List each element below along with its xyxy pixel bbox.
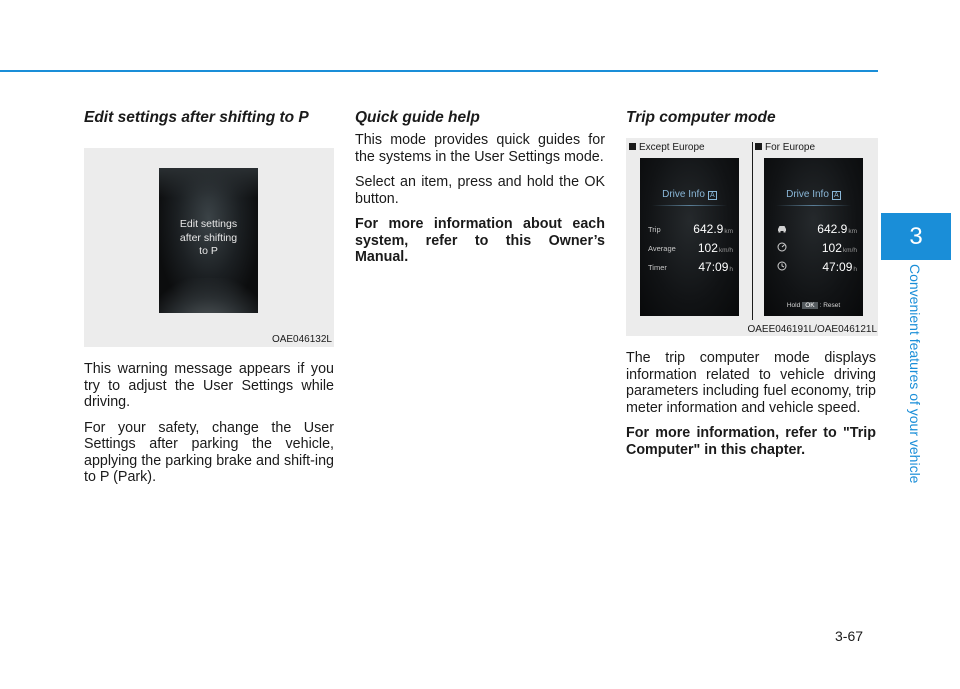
caption-except-europe: Except Europe <box>629 142 705 154</box>
hold-ok-reset-hint: Hold OK : Reset <box>786 302 841 309</box>
figure-code: OAE046132L <box>271 334 332 345</box>
note-paragraph: For more information, refer to "Trip Computer" in this chapter. <box>626 425 876 458</box>
column-edit-settings <box>84 108 334 495</box>
car-icon <box>777 223 787 233</box>
row-timer: Timer 47:09h <box>648 260 733 274</box>
square-bullet-icon <box>629 143 636 150</box>
drive-info-panel-for-europe <box>764 158 863 316</box>
column-quick-guide <box>355 108 605 275</box>
chapter-title: Convenient features of your vehicle <box>907 264 923 484</box>
heading-quick-guide: Quick guide help <box>355 109 480 126</box>
figure-code: OAEE046191L/OAE046121L <box>747 324 877 335</box>
heading-edit-settings: Edit settings after shifting to P <box>84 109 309 126</box>
auto-badge-icon: A <box>832 191 841 200</box>
row-distance: 642.9km <box>770 220 857 236</box>
auto-badge-icon: A <box>708 191 717 200</box>
header-rule <box>0 70 878 72</box>
figure-divider <box>752 142 753 320</box>
clock-icon <box>777 261 787 271</box>
cluster-display <box>159 168 258 313</box>
paragraph: For your safety, change the User Settings after parking the vehicle, applying the parking brake and shift-ing to P (Park). <box>84 419 334 485</box>
heading-trip-computer: Trip computer mode <box>626 109 776 126</box>
ok-button-icon: OK <box>802 302 817 309</box>
paragraph: This warning message appears if you try to adjust the User Settings while driving. <box>84 361 334 410</box>
display-message: Edit settings after shifting to P <box>179 218 238 257</box>
caption-for-europe: For Europe <box>755 142 815 154</box>
column-trip-computer <box>626 108 876 467</box>
page-number: 3-67 <box>835 628 864 644</box>
panel-rule <box>776 205 851 206</box>
drive-info-panel-except-europe <box>640 158 739 316</box>
chapter-tab: 3 <box>881 213 951 260</box>
paragraph: This mode provides quick guides for the systems in the User Settings mode. <box>355 132 605 165</box>
speedometer-icon <box>777 242 787 252</box>
paragraph: Select an item, press and hold the OK button. <box>355 174 605 207</box>
figure-edit-settings <box>84 148 334 347</box>
panel-rule <box>652 205 727 206</box>
row-average: Average 102km/h <box>648 241 733 255</box>
square-bullet-icon <box>755 143 762 150</box>
row-trip: Trip 642.9km <box>648 222 733 236</box>
paragraph: The trip computer mode displays information related to vehicle driving parameters including fuel economy, trip meter information and vehicle speed. <box>626 350 876 416</box>
row-speed: 102km/h <box>770 239 857 255</box>
figure-trip-computer <box>626 138 878 336</box>
panel-title: Drive Info A <box>764 189 863 200</box>
note-paragraph: For more information about each system, refer to this Owner’s Manual. <box>355 216 605 265</box>
panel-title: Drive Info A <box>640 189 739 200</box>
row-time: 47:09h <box>770 258 857 274</box>
